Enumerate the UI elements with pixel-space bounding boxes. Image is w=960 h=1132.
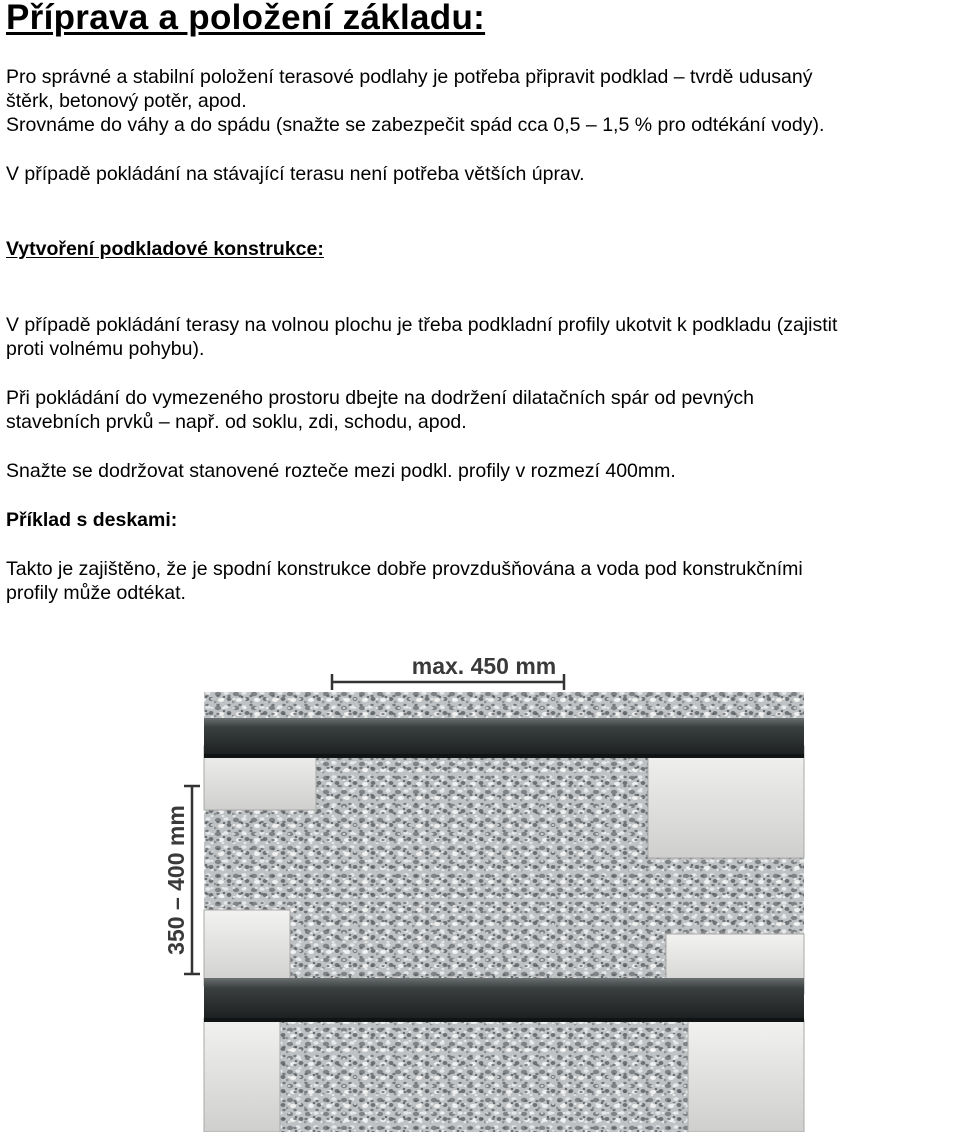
intro-line-2: štěrk, betonový potěr, apod. [6, 90, 247, 112]
intro-line-3: Srovnáme do váhy a do spádu (snažte se zabezpečit spád cca 0,5 – 1,5 % pro odtékání vody). [6, 114, 825, 136]
concrete-slab [648, 746, 804, 858]
concrete-slab [688, 1020, 804, 1132]
support-profile-top-shadow [204, 754, 804, 758]
section-heading: Vytvoření podkladové konstrukce: [6, 238, 324, 260]
page-title: Příprava a položení základu: [6, 0, 486, 37]
intro-line-1: Pro správné a stabilní položení terasové podlahy je potřeba připravit podklad – tvrdě udusaný [6, 66, 813, 88]
para4-line-2: profily může odtékat. [6, 582, 186, 604]
para3: Snažte se dodržovat stanovené rozteče mezi podkl. profily v rozmezí 400mm. [6, 460, 676, 482]
substructure-illustration [160, 648, 810, 1132]
para1-line-2: proti volnému pohybu). [6, 338, 205, 360]
para2-line-1: Při pokládání do vymezeného prostoru dbejte na dodržení dilatačních spár od pevných [6, 387, 754, 409]
substructure-figure [160, 648, 810, 1132]
intro-line-4: V případě pokládání na stávající terasu není potřeba větších úprav. [6, 163, 585, 185]
support-profile-bottom [204, 978, 804, 1018]
support-profile-bottom-shadow [204, 1018, 804, 1022]
concrete-slab [204, 910, 290, 986]
concrete-slab [204, 1018, 280, 1132]
horizontal-dimension-label: max. 450 mm [411, 653, 557, 679]
support-profile-top [204, 718, 804, 754]
example-heading: Příklad s deskami: [6, 509, 178, 531]
para4-line-1: Takto je zajištěno, že je spodní konstrukce dobře provzdušňována a voda pod konstrukčními [6, 558, 803, 580]
para2-line-2: stavebních prvků – např. od soklu, zdi, schodu, apod. [6, 411, 467, 433]
para1-line-1: V případě pokládání terasy na volnou plochu je třeba podkladní profily ukotvit k podkladu (zajistit [6, 314, 838, 336]
vertical-dimension-label: 350 – 400 mm [163, 805, 189, 955]
